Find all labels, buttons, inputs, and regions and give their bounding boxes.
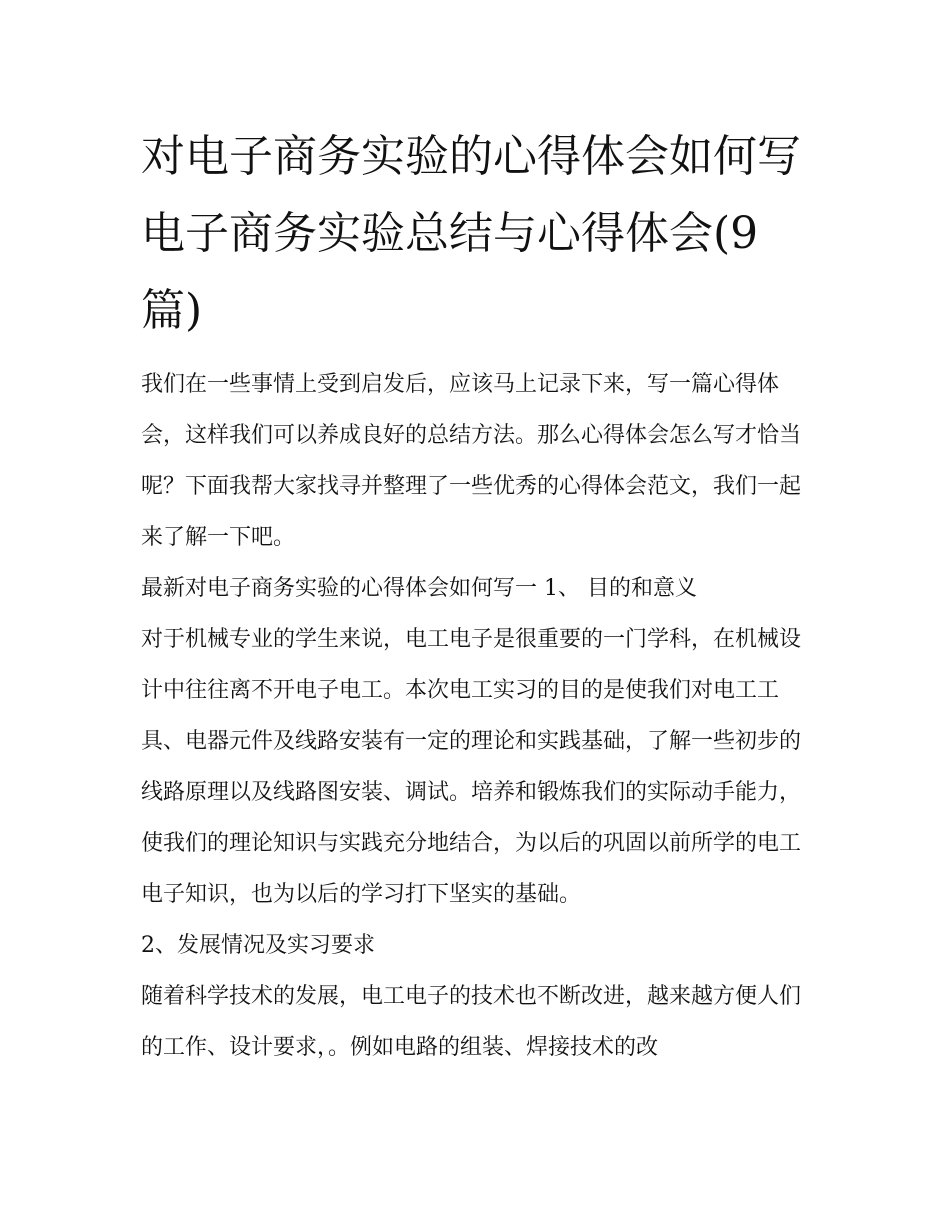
paragraph-development: 随着科学技术的发展，电工电子的技术也不断改进，越来越方便人们的工作、设计要求，。例如电路的组装、焊接技术的改 [141,984,802,1060]
paragraph-purpose: 对于机械专业的学生来说，电工电子是很重要的一门学科，在机械设计中往往离不开电子电工。本次电工实习的目的是使我们对电工工具、电器元件及线路安装有一定的理论和实践基础，了解一些初步的线路原理以及线路图安装、调试。培养和锻炼我们的实际动手能力，使我们的理论知识与实践充分地结合，为以后的巩固以前所学的电工电子知识，也为以后的学习打下坚实的基础。 [141,627,802,907]
paragraph-intro: 我们在一些事情上受到启发后，应该马上记录下来，写一篇心得体会，这样我们可以养成良好的总结方法。那么心得体会怎么写才恰当呢？下面我帮大家找寻并整理了一些优秀的心得体会范文，我们一起来了解一下吧。 [141,372,802,550]
paragraph-section-heading-1: 最新对电子商务实验的心得体会如何写一 1、 目的和意义 [141,576,697,601]
paragraph-section-heading-2: 2、发展情况及实习要求 [141,933,375,958]
document-page [141,118,813,1073]
document-title: 对电子商务实验的心得体会如何写 电子商务实验总结与心得体会(9篇) [141,131,801,336]
